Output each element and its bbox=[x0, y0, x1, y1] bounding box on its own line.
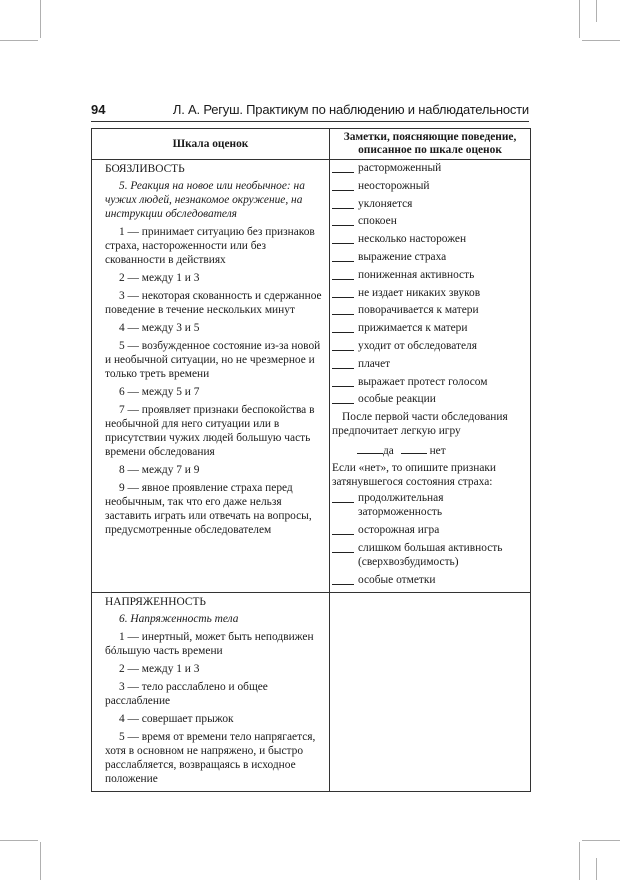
scale-item: 7 — проявляет признаки беспокойства в необычной для него ситуации или в присутствии чужих людей большую часть времени обследования bbox=[105, 404, 315, 458]
extra-note-item bbox=[332, 491, 526, 519]
fill-blank bbox=[332, 179, 354, 191]
section-subtitle: 5. Реакция на новое или необычное: на чужих людей, незнакомое окружение, на инструкции обследователя bbox=[105, 180, 305, 220]
scale-item: 8 — между 7 и 9 bbox=[119, 464, 200, 476]
note-label: плачет bbox=[358, 357, 391, 370]
col-header-notes: Заметки, поясняющие поведение, описанное по шкале оценок bbox=[330, 129, 531, 160]
note-label: уклоняется bbox=[358, 197, 413, 210]
scale-item: 4 — между 3 и 5 bbox=[119, 322, 200, 334]
note-label: осторожная игра bbox=[358, 523, 440, 536]
crop-mark-top-left-h bbox=[0, 40, 38, 41]
note-label: уходит от обследователя bbox=[358, 339, 477, 352]
header-rule bbox=[91, 121, 529, 122]
scale-item: 4 — совершает прыжок bbox=[119, 713, 234, 726]
note-label: выражение страха bbox=[358, 250, 447, 263]
scale-item: 9 — явное проявление страха перед необычным, так что его даже нельзя заставить играть или отвечать на вопросы, предусмотренные обследователем bbox=[105, 482, 312, 536]
fill-blank bbox=[332, 250, 354, 262]
extra-note-item bbox=[332, 523, 526, 537]
note-item bbox=[332, 197, 526, 211]
note-label: спокоен bbox=[358, 215, 397, 228]
yes-no-choice bbox=[332, 442, 526, 458]
fill-blank bbox=[332, 214, 354, 226]
fill-blank bbox=[332, 375, 354, 387]
if-no-text: Если «нет», то опишите признаки затянувшегося состояния страха: bbox=[332, 462, 497, 489]
table-row-tension bbox=[92, 593, 531, 792]
note-item bbox=[332, 303, 526, 317]
fill-blank bbox=[332, 491, 354, 503]
fill-blank bbox=[332, 523, 354, 535]
note-label: пониженная активность bbox=[358, 268, 475, 281]
note-label: неосторожный bbox=[358, 179, 430, 192]
crop-mark-top-right-v bbox=[579, 0, 580, 38]
yes-label: да bbox=[383, 445, 394, 458]
note-item bbox=[332, 357, 526, 371]
note-item bbox=[332, 179, 526, 193]
note-item bbox=[332, 286, 526, 300]
scale-item: 1 — инертный, может быть неподвижен бóльшую часть времени bbox=[105, 631, 314, 658]
note-label: выражает протест голосом bbox=[358, 375, 488, 388]
fill-blank bbox=[332, 268, 354, 280]
scale-cell-fearfulness bbox=[92, 160, 330, 593]
note-label: продолжительная заторможенность bbox=[358, 492, 444, 519]
note-item bbox=[332, 375, 526, 389]
note-item bbox=[332, 321, 526, 335]
crop-mark-bottom-left-h bbox=[0, 840, 38, 841]
note-label: поворачивается к матери bbox=[358, 304, 479, 317]
running-title: Л. А. Регуш. Практикум по наблюдению и наблюдательности bbox=[172, 102, 529, 117]
table-header-row bbox=[92, 129, 531, 160]
note-label: особые отметки bbox=[358, 573, 436, 586]
crop-mark-bottom-left-v bbox=[40, 842, 41, 880]
section-subtitle: 6. Напряженность тела bbox=[119, 613, 239, 626]
scale-item: 3 — тело расслаблено и общее расслабление bbox=[105, 681, 268, 708]
notes-cell-tension bbox=[330, 593, 531, 792]
scale-item: 3 — некоторая скованность и сдержанное поведение в течение нескольких минут bbox=[105, 290, 322, 316]
fill-blank bbox=[332, 232, 354, 244]
fill-blank bbox=[332, 357, 354, 369]
scale-item: 5 — время от времени тело напрягается, хотя в основном не напряжено, и быстро расслабляется, возвращаясь в исходное положение bbox=[105, 731, 316, 786]
table-row-fearfulness bbox=[92, 160, 531, 593]
note-label: прижимается к матери bbox=[358, 322, 468, 335]
note-label: расторможенный bbox=[358, 162, 442, 174]
note-label: слишком большая активность (сверхвозбудимость) bbox=[358, 541, 503, 568]
crop-mark-bottom-right-v bbox=[579, 842, 580, 880]
note-label: несколько насторожен bbox=[358, 233, 467, 246]
note-label: не издает никаких звуков bbox=[358, 286, 481, 299]
fill-blank bbox=[332, 321, 354, 333]
scale-item: 1 — принимает ситуацию без признаков страха, настороженности или без скованности в действиях bbox=[105, 226, 315, 266]
crop-mark-bottom-right-v2 bbox=[596, 858, 597, 880]
section-title: НАПРЯЖЕННОСТЬ bbox=[105, 596, 206, 609]
scale-item: 2 — между 1 и 3 bbox=[119, 272, 200, 284]
fill-blank bbox=[332, 541, 354, 553]
crop-mark-bottom-right-h bbox=[582, 840, 620, 841]
fill-blank bbox=[332, 161, 354, 173]
fill-blank bbox=[332, 286, 354, 298]
note-item bbox=[332, 214, 526, 228]
note-item bbox=[332, 392, 526, 406]
col-header-scale: Шкала оценок bbox=[92, 129, 330, 160]
notes-cell-fearfulness bbox=[330, 160, 531, 593]
fill-blank bbox=[332, 392, 354, 404]
fill-blank bbox=[332, 303, 354, 315]
no-blank bbox=[401, 442, 427, 454]
note-item bbox=[332, 250, 526, 264]
note-item bbox=[332, 161, 526, 175]
yes-blank bbox=[357, 442, 383, 454]
note-item bbox=[332, 232, 526, 246]
extra-note-item bbox=[332, 573, 526, 587]
crop-mark-top-right-h bbox=[582, 40, 620, 41]
rating-scale-table bbox=[91, 128, 531, 792]
fill-blank bbox=[332, 573, 354, 585]
scale-cell-tension bbox=[92, 593, 330, 792]
note-label: особые реакции bbox=[358, 393, 436, 406]
fill-blank bbox=[332, 339, 354, 351]
fill-blank bbox=[332, 197, 354, 209]
scale-item: 2 — между 1 и 3 bbox=[119, 663, 200, 676]
extra-note-item bbox=[332, 541, 526, 569]
crop-mark-top-right-v2 bbox=[596, 0, 597, 22]
section-title: БОЯЗЛИВОСТЬ bbox=[105, 163, 185, 175]
no-label: нет bbox=[429, 445, 446, 458]
note-item bbox=[332, 339, 526, 353]
scale-item: 5 — возбужденное состояние из-за новой и необычной ситуации, но не чрезмерное и только треть времени bbox=[105, 340, 321, 380]
after-first-part-text: После первой части обследования предпочитает легкую игру bbox=[332, 411, 508, 438]
crop-mark-top-left-v bbox=[40, 0, 41, 38]
scale-item: 6 — между 5 и 7 bbox=[119, 386, 200, 398]
page-number: 94 bbox=[91, 102, 106, 117]
note-item bbox=[332, 268, 526, 282]
